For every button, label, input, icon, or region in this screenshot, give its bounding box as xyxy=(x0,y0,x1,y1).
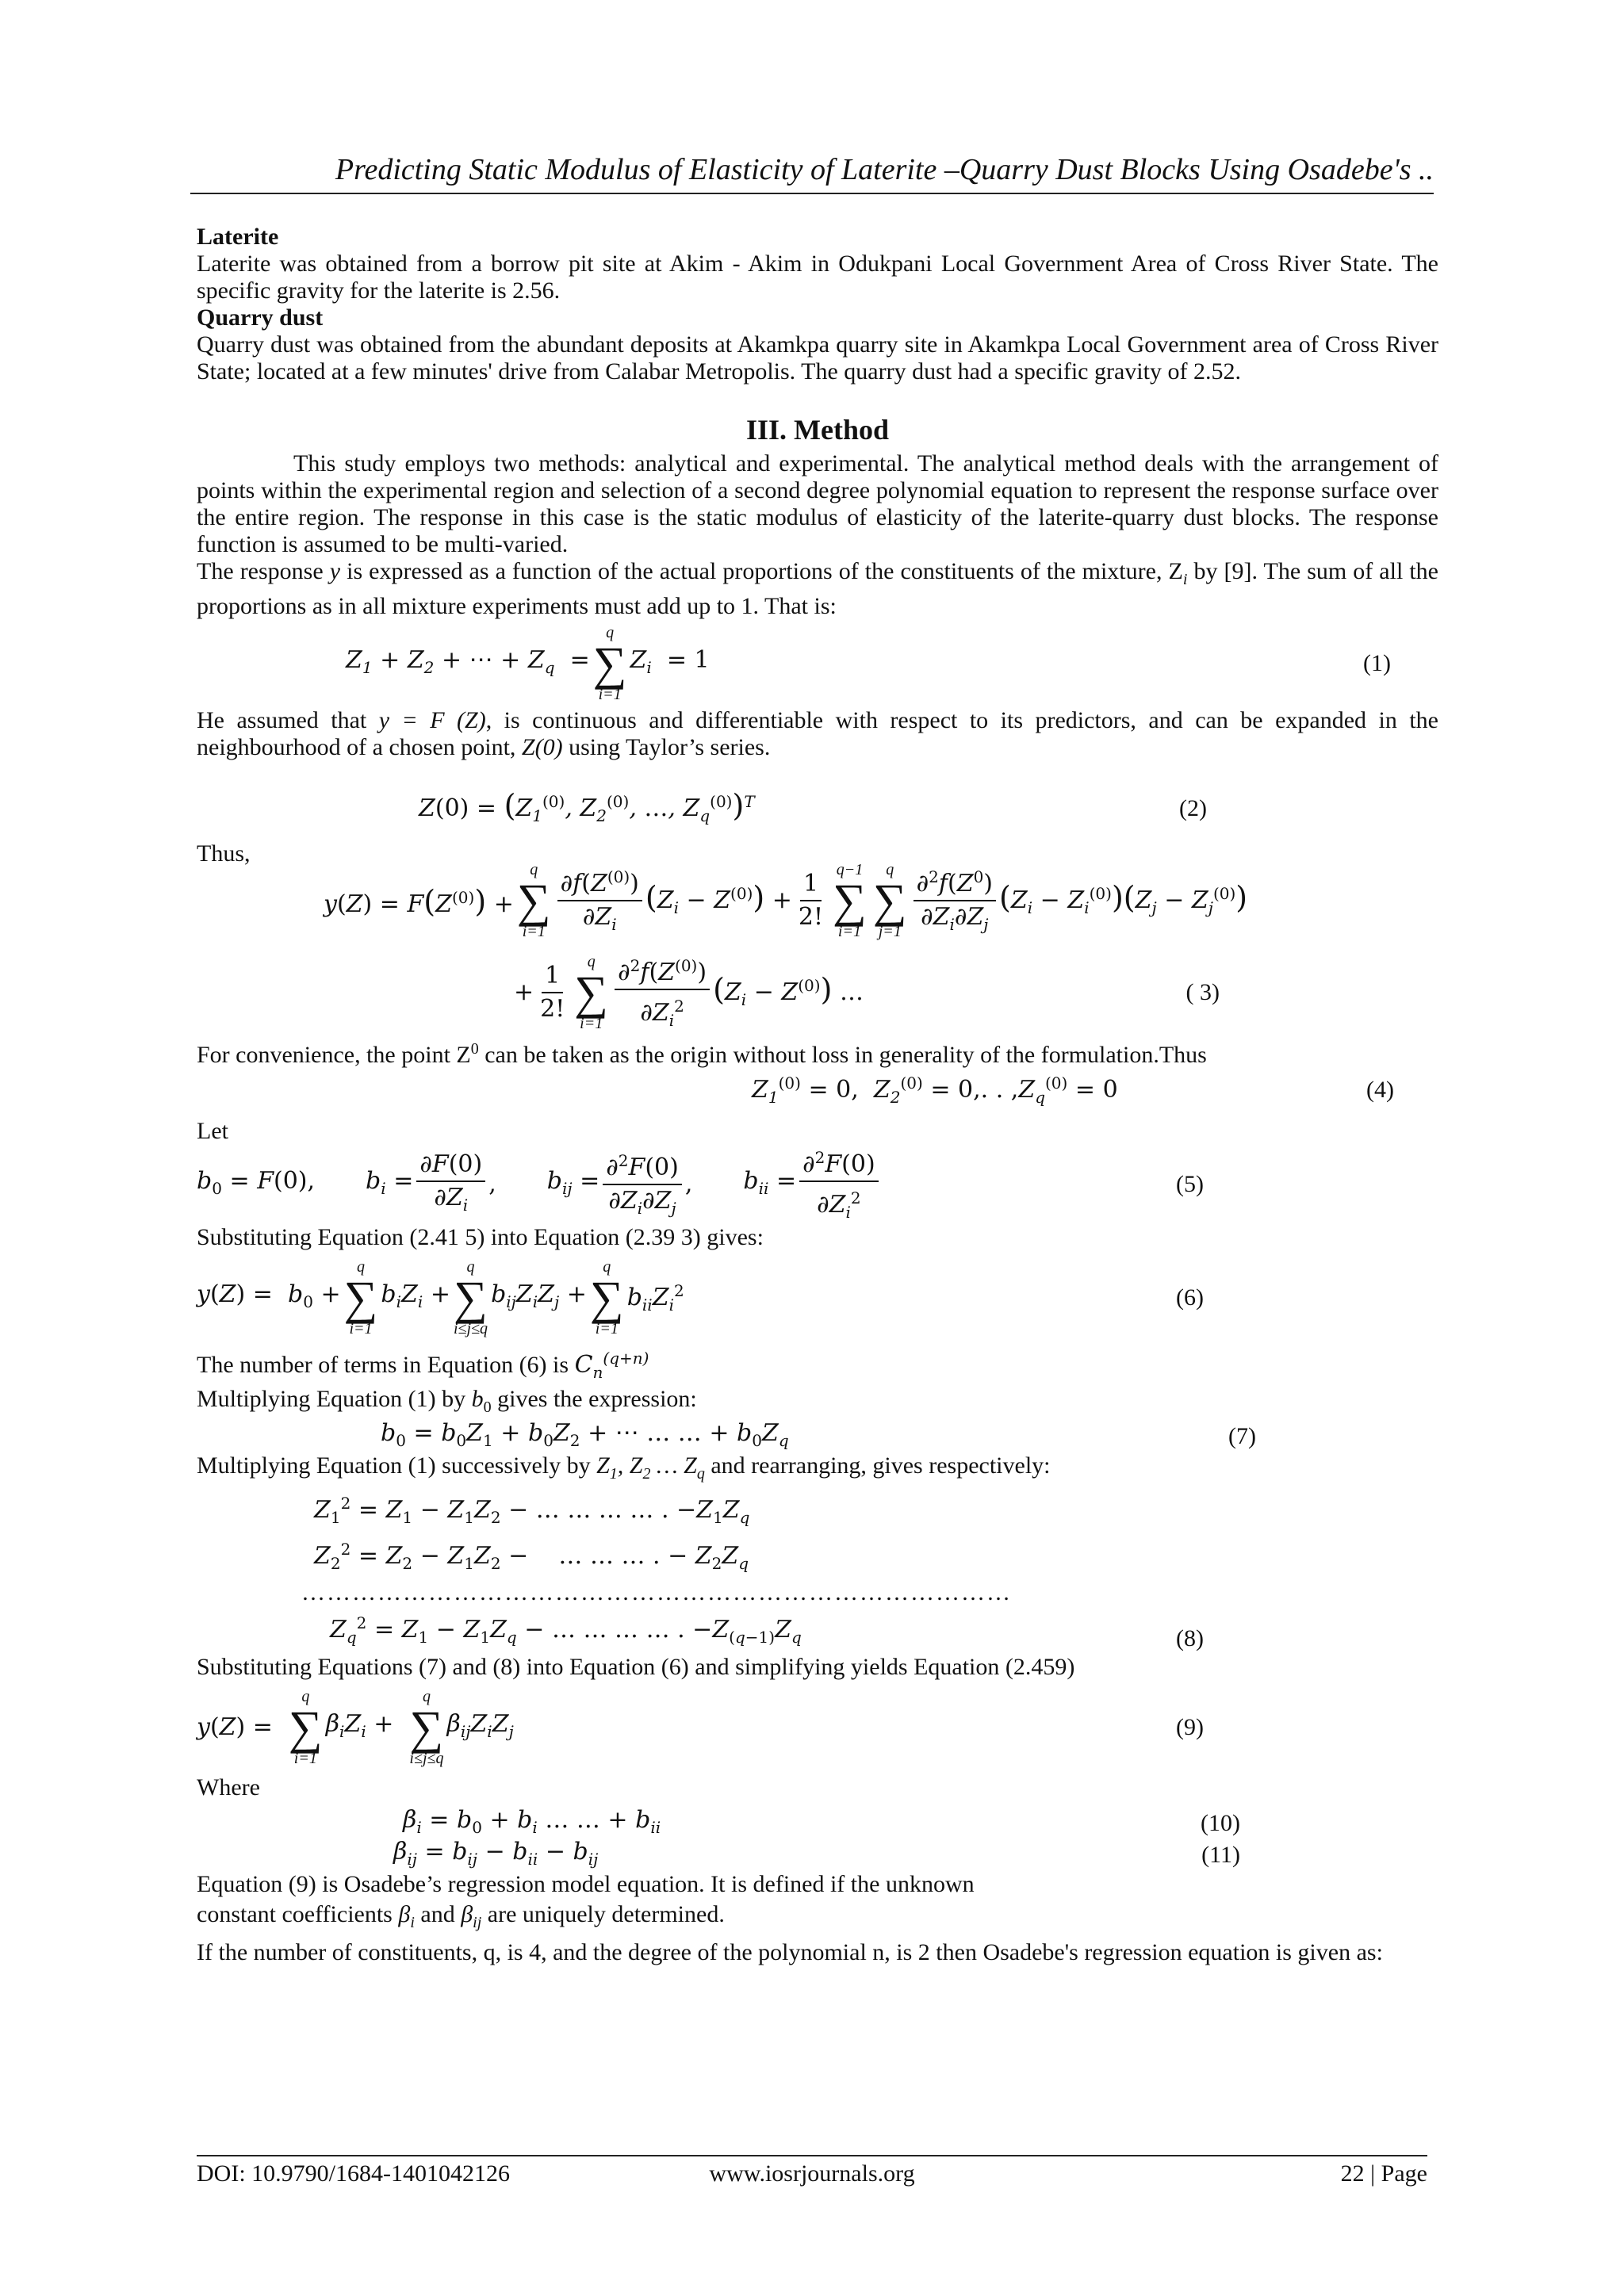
quarry-paragraph: Quarry dust was obtained from the abundant deposits at Akamkpa quarry site in Akamkpa Local Government area of Cross River State; located at a few minutes' drive from Calabar Metropolis. The quarry dust had a specific gravity of 2.52. xyxy=(197,331,1438,385)
laterite-paragraph: Laterite was obtained from a borrow pit site at Akim - Akim in Odukpani Local Government Area of Cross River State. The specific gravity for the laterite is 2.56. xyxy=(197,251,1438,304)
equation-8-dots: ………………………………………………………………………… xyxy=(301,1579,1012,1605)
where-label: Where xyxy=(197,1774,260,1800)
quarry-heading: Quarry dust xyxy=(197,304,324,331)
eq-number-8: (8) xyxy=(1176,1625,1204,1651)
equation-8: $Z_1^2 = Z_1 - Z_1Z_2$ − … … … … . $-Z_1Z_q$ $Z_2^2 = Z_2 - Z_1Z_2$ − … … … . − $Z_2Z_q$ ………………………………………………………………………… $Z_q^2 = Z_1 - Z_1Z_q$ − … … … … . $-Z_{(q-1)}Z_q$ (8) xyxy=(197,1487,1438,1654)
convenience-paragraph: For convenience, the point $Z^0$ can be taken as the origin without loss in generality of the formulation.Thus xyxy=(197,1040,1207,1068)
substituting-paragraph-1: Substituting Equation (2.41 5) into Equation (2.39 3) gives: xyxy=(197,1224,764,1250)
footer-doi: DOI: 10.9790/1684-1401042126 xyxy=(197,2160,510,2187)
equation-10: $\beta_i = b_0 + b_i$ … … + $b_{ii}$ (10) xyxy=(403,1805,1240,1837)
eq-number-10: (10) xyxy=(1201,1810,1240,1836)
page-body xyxy=(197,224,1438,1966)
method-paragraph-3: He assumed that y = F (Z), is continuous and differentiable with respect to its predictors, and can be expanded in the neighbourhood of a chosen point, Z(0) using Taylor’s series. xyxy=(197,707,1438,760)
multiplying-paragraph-2: Multiplying Equation (1) successively by $Z_1$, $Z_2$ … $Z_q$ and rearranging, gives respectively: xyxy=(197,1452,1051,1483)
page-footer xyxy=(197,2160,1427,2188)
eq-number-1: (1) xyxy=(1363,650,1391,676)
laterite-heading: Laterite xyxy=(197,224,279,250)
substituting-paragraph-2: Substituting Equations (7) and (8) into Equation (6) and simplifying yields Equation (2.459) xyxy=(197,1654,1075,1680)
eq-number-3: ( 3) xyxy=(1185,979,1220,1005)
thus-label: Thus, xyxy=(197,840,251,867)
let-label: Let xyxy=(197,1118,228,1144)
eq-number-6: (6) xyxy=(1176,1284,1204,1311)
equation-3-line-1: $y(Z) = F(Z^{(0)})$ + q ∑ i=1 $\frac{\partial f(Z^{(0)})}{\partial Z_i}$ $(Z_i - Z^{(0)})$ + $\frac{1}{2!}$ q−1 ∑ i=1 q ∑ j=1 $\frac{\partial^2f(Z^0)}{\partial Z_i\partial Z_j}$ $(Z_i - Z_i^{(0)})(Z_j - Z_j^{(0)})$ xyxy=(324,861,1248,940)
eq-number-4: (4) xyxy=(1366,1077,1394,1103)
eq-number-5: (5) xyxy=(1176,1171,1204,1197)
equation-7: $b_0 = b_0Z_1 + b_0Z_2$ + ⋯ … … + $b_0Z_q$ (7) xyxy=(381,1418,1256,1450)
footer-site: www.iosrjournals.org xyxy=(709,2160,915,2187)
eq-number-7: (7) xyxy=(1228,1423,1256,1449)
header-rule xyxy=(190,193,1434,194)
final-paragraph: If the number of constituents, q, is 4, and the degree of the polynomial n, is 2 then Osadebe's regression equation is given as: xyxy=(197,1939,1383,1965)
osadebe-paragraph-2: constant coefficients $\beta_i$ and $\beta_{ij}$ are uniquely determined. xyxy=(197,1901,725,1931)
section-heading-method: III. Method xyxy=(745,414,890,446)
equation-6: $y(Z) = b_0$ + q ∑ i=1 $b_iZ_i$ + q ∑ i≤j≤q $b_{ij}Z_iZ_j$ + q ∑ i=1 $b_{ii}Z_i^2$ (6) xyxy=(197,1258,1204,1337)
running-header: Predicting Static Modulus of Elasticity of Laterite –Quarry Dust Blocks Using Osadebe's .. xyxy=(335,153,1434,186)
multiplying-paragraph-1: Multiplying Equation (1) by $b_0$ gives the expression: xyxy=(197,1386,697,1416)
osadebe-paragraph-1: Equation (9) is Osadebe’s regression model equation. It is defined if the unknown xyxy=(197,1871,975,1897)
footer-rule xyxy=(197,2155,1427,2156)
eq-number-9: (9) xyxy=(1176,1714,1204,1740)
equation-11: $\beta_{ij} = b_{ij} - b_{ii} - b_{ij}$ (11) xyxy=(393,1837,1240,1869)
method-paragraph-1: This study employs two methods: analytical and experimental. The analytical method deals with the arrangement of points within the experimental region and selection of a second degree polynomial equation to represent the response surface over the entire region. The response in this case is the static modulus of elasticity of the laterite-quarry dust blocks. The response function is assumed to be multi-varied. xyxy=(197,450,1438,557)
equation-2: $Z(0) = (Z_1^{(0)}$, $Z_2^{(0)}$, …, $Z_q^{(0)})^T$ (2) xyxy=(419,788,1207,825)
equation-9: y(Z) = q ∑ i=1 $\beta_iZ_i$ + q ∑ i≤j≤q $\beta_{ij}Z_iZ_j$ (9) xyxy=(197,1688,1204,1767)
eq-number-11: (11) xyxy=(1201,1842,1240,1868)
equation-3-line-2: + $\frac{1}{2!}$ q ∑ i=1 $\frac{\partial^2f(Z^{(0)})}{\partial Z_i^2}$ $(Z_i - Z^{(0)})$ … ( 3) xyxy=(197,950,1438,1035)
footer-page-number: 22 | Page xyxy=(1340,2160,1427,2187)
terms-paragraph: The number of terms in Equation (6) is $C_n^{(q+n)}$ xyxy=(197,1349,649,1382)
equation-5: $b_0 = F(0)$, $b_i$ = $\frac{\partial F(0)}{\partial Z_i}$ , $b_{ij}$ = $\frac{\partial^2F(0)}{\partial Z_i\partial Z_j}$ , $b_{ii}$ = $\frac{\partial^2F(0)}{\partial Z_i^2}$ (5) xyxy=(197,1145,1438,1224)
method-paragraph-2: The response y is expressed as a function of the actual proportions of the constituents of the mixture, $Z_i$ by [9]. The sum of all the proportions as in all mixture experiments must add up to 1. That is: xyxy=(197,558,1439,619)
eq-number-2: (2) xyxy=(1179,795,1207,821)
equation-4: $Z_1^{(0)} = 0$, $Z_2^{(0)} = 0$,. . $,Z_q^{(0)} = 0$ (4) xyxy=(752,1073,1394,1107)
equation-1: $Z_1 + Z_2$ + ⋯ + $Z_q$ = q ∑ i=1 $Z_i = 1$ (1) xyxy=(346,624,1391,703)
